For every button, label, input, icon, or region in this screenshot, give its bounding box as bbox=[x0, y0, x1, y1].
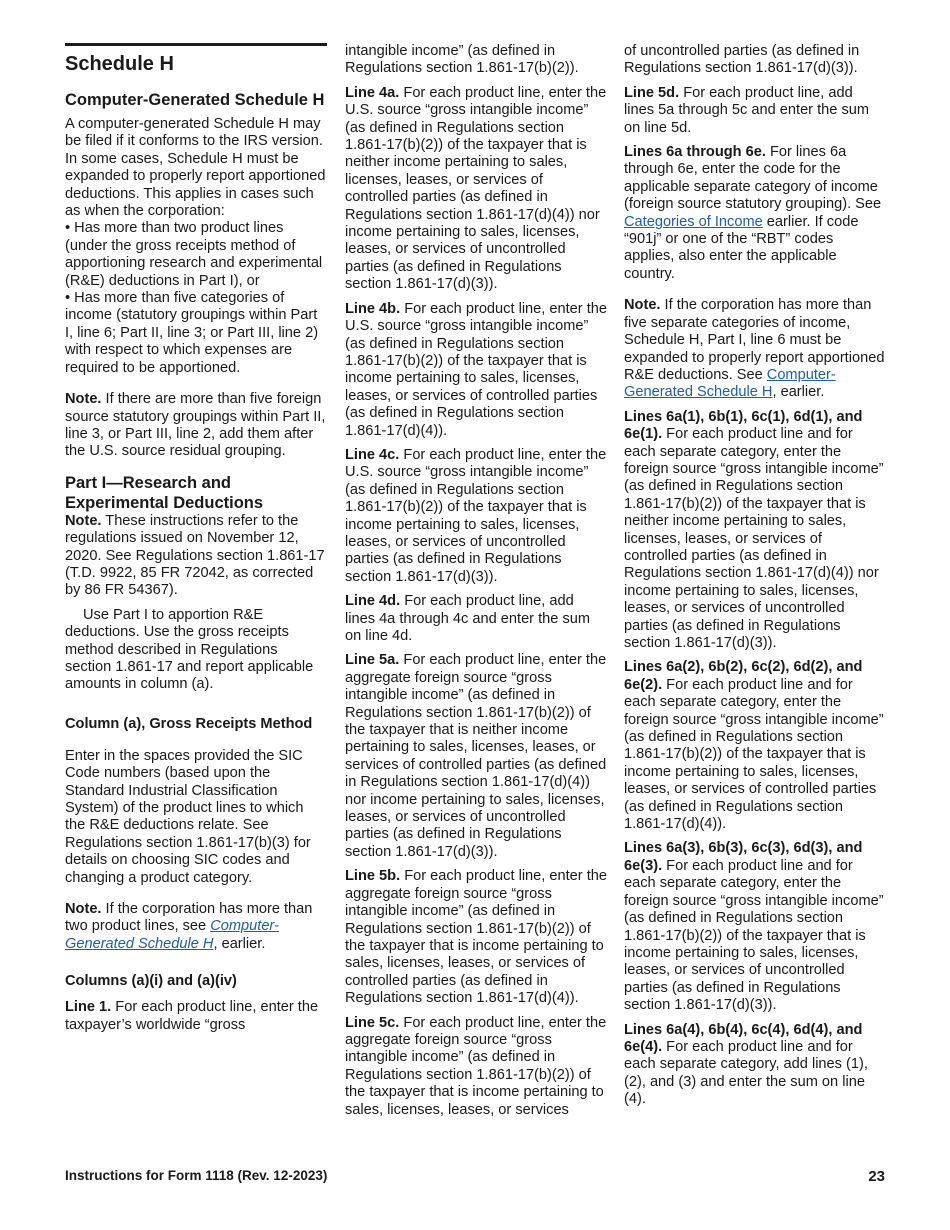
lines-6-3: Lines 6a(3), 6b(3), 6c(3), 6d(3), and 6e(3). For each product line and for each separate category, enter the foreign source “gross intangible income” (as defined in Regulations section 1.861-17(b)(2)) of the taxpayer that is income pertaining to sales, licenses, leases, or services of uncontrolled parties (as defined in Regulations section 1.861-17(d)(3)). bbox=[624, 840, 884, 1014]
footer-form-title: Instructions for Form 1118 (Rev. 12-2023) bbox=[65, 1168, 328, 1183]
line-4c: Line 4c. For each product line, enter the U.S. source “gross intangible income” (as defined in Regulations section 1.861-17(b)(2)) of the taxpayer that is income pertaining to sales, licenses, leases, or services of uncontrolled parties (as defined in Regulations section 1.861-17(d)(3)). bbox=[345, 446, 607, 585]
note-separate-categories: Note. If the corporation has more than five separate categories of income, Schedule H, Part I, line 6 must be expanded to properly report apportioned R&E deductions. See Computer-Generated Schedule H, earlier. bbox=[624, 297, 885, 401]
section-rule bbox=[65, 43, 327, 46]
column-1 bbox=[65, 43, 327, 1041]
line-continuation: of uncontrolled parties (as defined in Regulations section 1.861-17(d)(3)). bbox=[624, 43, 860, 77]
line-4a: Line 4a. For each product line, enter the U.S. source “gross intangible income” (as defined in Regulations section 1.861-17(b)(2)) of the taxpayer that is neither income pertaining to sales, licenses, leases, or services of controlled parties (as defined in Regulations section 1.861-17(d)(4)) nor income pertaining to sales, licenses, leases, or services of uncontrolled parties (as defined in Regulations section 1.861-17(d)(3)). bbox=[345, 84, 607, 293]
link-categories-of-income[interactable]: Categories of Income bbox=[624, 213, 763, 230]
link-computer-generated-schedule-h[interactable]: Computer-Generated Schedule H bbox=[65, 918, 279, 952]
line-5d: Line 5d. For each product line, add lines 5a through 5c and enter the sum on line 5d. bbox=[624, 84, 870, 136]
heading-part-1: Part I—Research and Experimental Deductions bbox=[65, 473, 264, 512]
bullet-categories: • Has more than five categories of income (statutory groupings within Part I, line 6; Part II, line 3; or Part III, line 2) with respect to which expenses are required to be apportioned. bbox=[65, 290, 319, 376]
lines-6-1: Lines 6a(1), 6b(1), 6c(1), 6d(1), and 6e(1). For each product line and for each separate category, enter the foreign source “gross intangible income” (as defined in Regulations section 1.861-17(b)(2)) of the taxpayer that is neither income pertaining to sales, licenses, leases, or services of controlled parties (as defined in Regulations section 1.861-17(d)(4)) nor income pertaining to sales, licenses, leases, or services of uncontrolled parties (as defined in Regulations section 1.861-17(d)(3)). bbox=[624, 408, 884, 651]
lines-6-2: Lines 6a(2), 6b(2), 6c(2), 6d(2), and 6e(2). For each product line and for each separate category, enter the foreign source “gross intangible income” (as defined in Regulations section 1.861-17(b)(2)) of the taxpayer that is income pertaining to sales, licenses, leases, or services of controlled parties (as defined in Regulations section 1.861-17(d)(4)). bbox=[624, 659, 884, 833]
line-4b: Line 4b. For each product line, enter the U.S. source “gross intangible income” (as defined in Regulations section 1.861-17(b)(2)) of the taxpayer that is income pertaining to sales, licenses, leases, or services of controlled parties (as defined in Regulations section 1.861-17(d)(4)). bbox=[345, 300, 608, 439]
heading-columns-ai-aiv: Columns (a)(i) and (a)(iv) bbox=[65, 973, 237, 990]
line-5a: Line 5a. For each product line, enter the aggregate foreign source “gross intangible income” (as defined in Regulations section 1.861-17(b)(2)) of the taxpayer that is neither income pertaining to sales, licenses, leases, or services of controlled parties (as defined in Regulations section 1.861-17(d)(4)) nor income pertaining to sales, licenses, leases, or services of uncontrolled parties (as defined in Regulations section 1.861-17(d)(3)). bbox=[345, 652, 607, 860]
section-title: Schedule H bbox=[65, 53, 174, 75]
line-5c: Line 5c. For each product line, enter the aggregate foreign source “gross intangible income” (as defined in Regulations section 1.861-17(b)(2)) of the taxpayer that is income pertaining to sales, licenses, leases, or services bbox=[345, 1014, 607, 1118]
page-footer bbox=[65, 1168, 885, 1183]
note-product-lines: Note. If the corporation has more than two product lines, see Computer-Generated Schedule H, earlier. bbox=[65, 901, 313, 952]
line-5b: Line 5b. For each product line, enter the aggregate foreign source “gross intangible income” (as defined in Regulations section 1.861-17(b)(2)) of the taxpayer that is income pertaining to sales, licenses, leases, or services of controlled parties (as defined in Regulations section 1.861-17(d)(4)). bbox=[345, 868, 608, 1007]
heading-computer-generated: Computer-Generated Schedule H bbox=[65, 91, 325, 109]
note-regulations: Note. These instructions refer to the regulations issued on November 12, 2020. See Regulations section 1.861-17 (T.D. 9922, 85 FR 72042, as corrected by 86 FR 54367). bbox=[65, 512, 325, 599]
column-3 bbox=[624, 43, 886, 1116]
line-1: Line 1. For each product line, enter the taxpayer’s worldwide “gross bbox=[65, 999, 319, 1033]
page-number: 23 bbox=[868, 1168, 885, 1185]
paragraph-cg-intro: A computer-generated Schedule H may be filed if it conforms to the IRS version. In some cases, Schedule H must be expanded to properly report apportioned deductions. This applies in cases such as when the corporation: bbox=[65, 116, 326, 220]
lines-6a-6e: Lines 6a through 6e. For lines 6a through 6e, enter the code for the applicable separate category of income (foreign source statutory grouping). See Categories of Income earlier. If code “901j” or one of the “RBT” codes applies, also enter the applicable country. bbox=[624, 144, 882, 282]
column-2 bbox=[345, 43, 607, 1126]
paragraph-use-part-1: Use Part I to apportion R&E deductions. Use the gross receipts method described in Regulations section 1.861-17 and report applicable amounts in column (a). bbox=[65, 606, 314, 693]
line-4d: Line 4d. For each product line, add lines 4a through 4c and enter the sum on line 4d. bbox=[345, 593, 591, 644]
lines-6-4: Lines 6a(4), 6b(4), 6c(4), 6d(4), and 6e(4). For each product line and for each separate category, add lines (1), (2), and (3) and enter the sum on line (4). bbox=[624, 1021, 868, 1108]
line-continuation: intangible income” (as defined in Regulations section 1.861-17(b)(2)). bbox=[345, 43, 579, 77]
note-groupings: Note. If there are more than five foreign source statutory groupings within Part II, line 3, or Part III, line 2, add them after the U.S. source residual grouping. bbox=[65, 391, 326, 460]
paragraph-sic-codes: Enter in the spaces provided the SIC Code numbers (based upon the Standard Industrial Classification System) of the product lines to which the R&E deductions relate. See Regulations section 1.861-17(b)(3) for details on choosing SIC codes and changing a product category. bbox=[65, 747, 311, 886]
bullet-product-lines: • Has more than two product lines (under the gross receipts method of apportioning research and experimental (R&E) deductions in Part I), or bbox=[65, 220, 323, 289]
heading-column-a: Column (a), Gross Receipts Method bbox=[65, 715, 313, 732]
link-computer-generated-schedule-h[interactable]: Computer-Generated Schedule H bbox=[624, 366, 836, 401]
